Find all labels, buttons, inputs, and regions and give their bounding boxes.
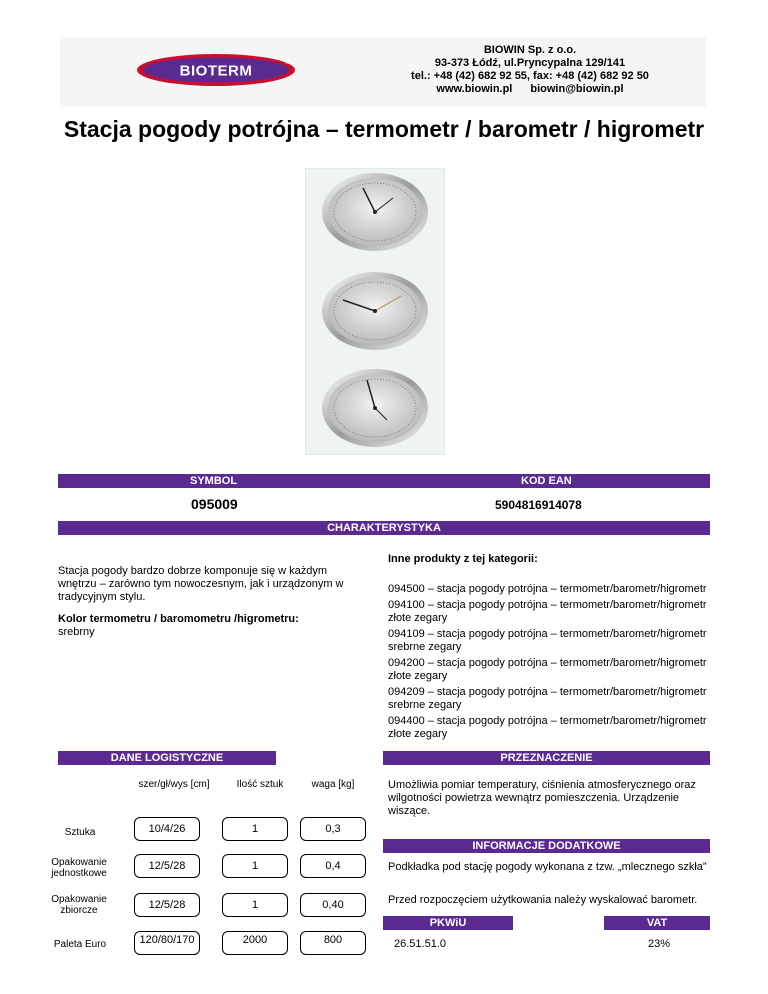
table-cell: 1 [222, 817, 288, 841]
symbol-label: SYMBOL [190, 475, 238, 487]
website-link[interactable]: www.biowin.pl [436, 83, 513, 95]
column-header-dimensions: szer/gł/wys [cm] [138, 779, 210, 790]
table-cell: 12/5/28 [134, 893, 200, 917]
row-label-sztuka: Sztuka [64, 827, 96, 838]
pkwiu-value: 26.51.51.0 [394, 938, 446, 950]
list-item: 094500 – stacja pogody potrójna – termometr/barometr/higrometr [388, 583, 707, 595]
list-item: 094200 – stacja pogody potrójna – termometr/barometr/higrometr złote zegary [388, 657, 707, 682]
list-item: 094209 – stacja pogody potrójna – termometr/barometr/higrometr srebrne zegary [388, 686, 707, 711]
color-label: Kolor termometru / baromometru /higrometru: [58, 613, 299, 625]
thermometer-dial [322, 173, 428, 251]
row-label-unit-package: Opakowanie jednostkowe [51, 857, 107, 879]
vat-value: 23% [648, 938, 671, 950]
symbol-ean-bar [58, 474, 710, 488]
company-info [360, 44, 700, 96]
ean-label: KOD EAN [521, 475, 572, 487]
table-cell: 0,40 [300, 893, 366, 917]
list-item: 094109 – stacja pogody potrójna – termometr/barometr/higrometr srebrne zegary [388, 628, 707, 653]
column-header-weight: waga [kg] [311, 779, 355, 790]
ean-value: 5904816914078 [495, 498, 582, 512]
color-value: srebrny [58, 626, 95, 638]
characteristics-bar: CHARAKTERYSTYKA [58, 521, 710, 535]
hygrometer-dial [322, 369, 428, 447]
table-cell: 10/4/26 [134, 817, 200, 841]
additional-info-bar: INFORMACJE DODATKOWE [383, 839, 710, 853]
bioterm-logo [135, 52, 297, 88]
row-label-bulk-package: Opakowanie zbiorcze [51, 894, 107, 916]
pkwiu-bar: PKWiU [383, 916, 513, 930]
list-item: 094400 – stacja pogody potrójna – termometr/barometr/higrometr złote zegary [388, 715, 707, 740]
email-link[interactable]: biowin@biowin.pl [530, 83, 624, 95]
svg-text:®: ® [285, 60, 290, 66]
additional-info-text-2: Przed rozpoczęciem użytkowania należy wyskalować barometr. [388, 894, 698, 906]
other-products-title: Inne produkty z tej kategorii: [388, 553, 538, 565]
symbol-value: 095009 [191, 496, 238, 512]
table-cell: 120/80/170 [134, 931, 200, 955]
svg-text:BIOTERM: BIOTERM [179, 62, 253, 80]
barometer-dial [322, 272, 428, 350]
company-address: 93-373 Łódź, ul.Pryncypalna 129/141 [434, 57, 626, 69]
table-cell: 2000 [222, 931, 288, 955]
additional-info-text-1: Podkładka pod stację pogody wykonana z tzw. „mlecznego szkła” [388, 861, 707, 873]
other-products-list [388, 583, 710, 744]
product-image [305, 168, 445, 455]
company-phones: tel.: +48 (42) 682 92 55, fax: +48 (42) 682 92 50 [411, 70, 649, 82]
purpose-bar: PRZEZNACZENIE [383, 751, 710, 765]
column-header-quantity: Ilość sztuk [236, 779, 284, 790]
table-cell: 1 [222, 893, 288, 917]
table-cell: 800 [300, 931, 366, 955]
row-label-euro-pallet: Paleta Euro [53, 939, 107, 950]
description-text: Stacja pogody bardzo dobrze komponuje się w każdym wnętrzu – zarówno tym nowoczesnym, jak i urządzonym w tradycyjnym stylu. [58, 565, 344, 603]
vat-bar: VAT [604, 916, 710, 930]
list-item: 094100 – stacja pogody potrójna – termometr/barometr/higrometr złote zegary [388, 599, 707, 624]
table-cell: 0,3 [300, 817, 366, 841]
logistics-bar: DANE LOGISTYCZNE [58, 751, 276, 765]
table-cell: 0,4 [300, 854, 366, 878]
table-cell: 12/5/28 [134, 854, 200, 878]
table-cell: 1 [222, 854, 288, 878]
purpose-text: Umożliwia pomiar temperatury, ciśnienia atmosferycznego oraz wilgotności powietrza wewnątrz pomieszczenia. Urządzenie wiszące. [388, 779, 696, 817]
company-name: BIOWIN Sp. z o.o. [483, 44, 577, 56]
page-title: Stacja pogody potrójna – termometr / barometr / higrometr [63, 116, 705, 142]
